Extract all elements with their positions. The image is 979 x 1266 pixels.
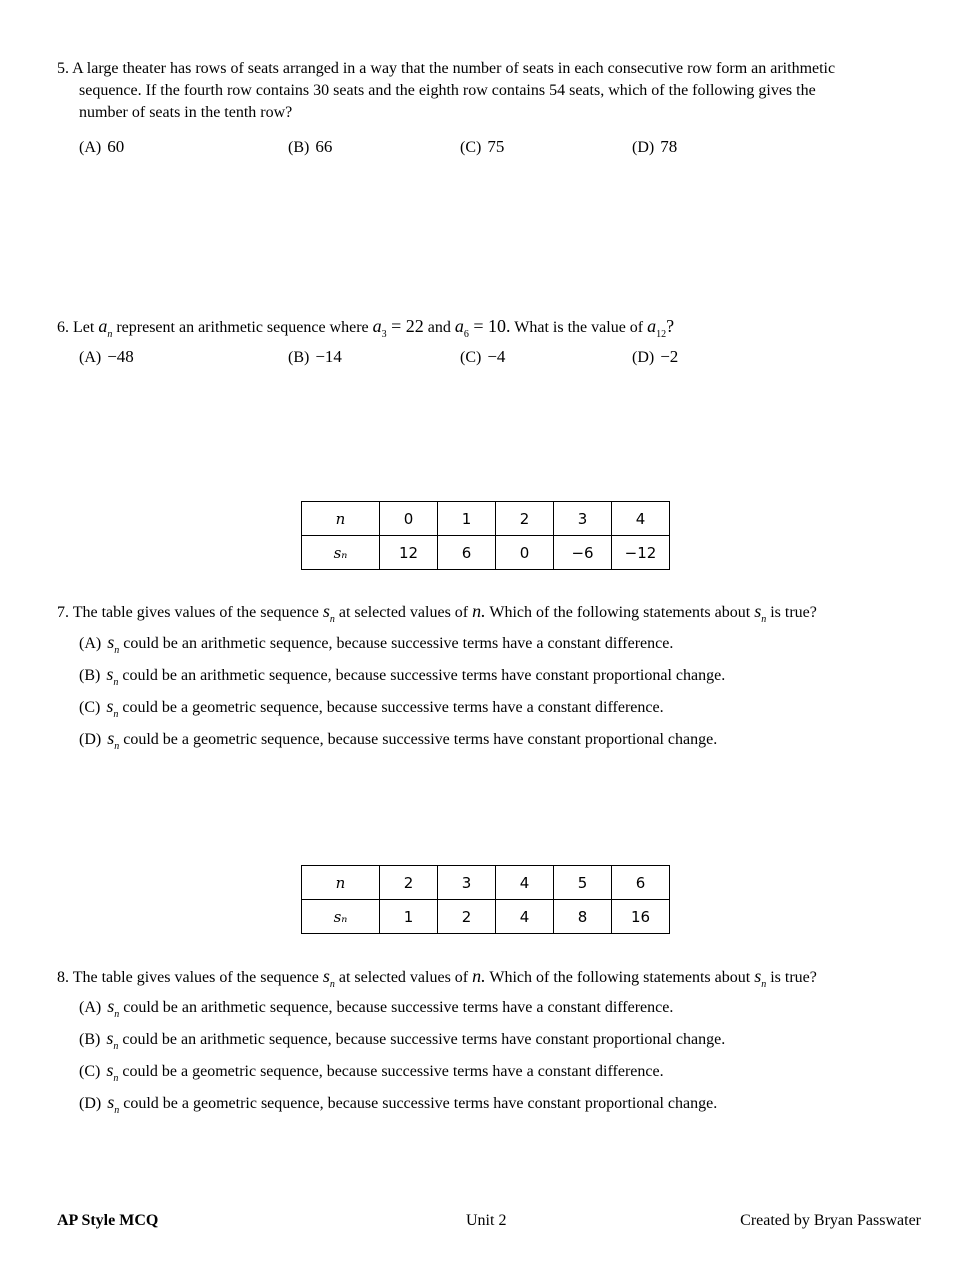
question-8-option-a[interactable]: (A) $s_n$ could be an arithmetic sequence, because successive terms have a constant difference. (79, 996, 674, 1020)
table-cell: 2 (438, 900, 496, 934)
table-cell: 1 (438, 502, 496, 536)
math-s-n: $s_n$ (754, 966, 767, 990)
question-7-option-d[interactable]: (D) $s_n$ could be a geometric sequence, because successive terms have constant proportional change. (79, 728, 718, 752)
table-cell: 2 (496, 502, 554, 536)
table-row (302, 866, 670, 900)
question-7-option-c[interactable]: (C) $s_n$ could be a geometric sequence, because successive terms have a constant difference. (79, 696, 664, 720)
math-a6-equation: $a_6 = 10$. (454, 316, 511, 340)
question-5-option-b[interactable]: (B) 66 (288, 137, 333, 156)
table-header-sn: sₙ (302, 900, 380, 934)
math-s-n: $s_n$ (106, 664, 119, 688)
question-8-option-b[interactable]: (B) $s_n$ could be an arithmetic sequence, because successive terms have constant proportional change. (79, 1028, 726, 1052)
table-header-n: n (302, 502, 380, 536)
question-5-line-2: sequence. If the fourth row contains 30 seats and the eighth row contains 54 seats, which of the following gives the (79, 82, 816, 99)
table-cell: 12 (380, 536, 438, 570)
question-6-option-d[interactable]: (D) −2 (632, 347, 679, 366)
question-5-stem (57, 58, 927, 124)
math-n: n. (472, 966, 486, 986)
math-s-n: $s_n$ (322, 601, 335, 625)
table-row (302, 536, 670, 570)
math-s-n: $s_n$ (106, 696, 119, 720)
question-5-line-1: 5. A large theater has rows of seats arranged in a way that the number of seats in each consecutive row form an arithmetic (57, 60, 836, 77)
table-row (302, 900, 670, 934)
table-cell: −12 (612, 536, 670, 570)
table-cell: 1 (380, 900, 438, 934)
table-header-n: n (302, 866, 380, 900)
table-cell: 3 (554, 502, 612, 536)
table-cell: 3 (438, 866, 496, 900)
math-s-n: $s_n$ (107, 632, 120, 656)
math-s-n: $s_n$ (107, 1092, 120, 1116)
question-5-option-c[interactable]: (C) 75 (460, 137, 505, 156)
table-cell: 0 (380, 502, 438, 536)
table-cell: 8 (554, 900, 612, 934)
table-cell: 5 (554, 866, 612, 900)
footer-center: Unit 2 (466, 1212, 507, 1229)
table-cell: 6 (612, 866, 670, 900)
question-5-option-a[interactable]: (A) 60 (79, 137, 125, 156)
question-6-option-b[interactable]: (B) −14 (288, 347, 342, 366)
table-header-sn: sₙ (302, 536, 380, 570)
table-cell: 2 (380, 866, 438, 900)
question-7-option-a[interactable]: (A) $s_n$ could be an arithmetic sequence, because successive terms have a constant difference. (79, 632, 674, 656)
math-s-n: $s_n$ (106, 1028, 119, 1052)
question-8-option-c[interactable]: (C) $s_n$ could be a geometric sequence, because successive terms have a constant difference. (79, 1060, 664, 1084)
question-8-option-d[interactable]: (D) $s_n$ could be a geometric sequence, because successive terms have constant proportional change. (79, 1092, 718, 1116)
footer-left: AP Style MCQ (57, 1212, 159, 1229)
question-7-stem: 7. The table gives values of the sequence $s_n$ at selected values of n. Which of the following statements about $s_n$ is true? (57, 601, 817, 625)
math-s-n: $s_n$ (322, 966, 335, 990)
math-s-n: $s_n$ (106, 1060, 119, 1084)
question-7-option-b[interactable]: (B) $s_n$ could be an arithmetic sequence, because successive terms have constant proportional change. (79, 664, 726, 688)
table-row (302, 502, 670, 536)
footer-right: Created by Bryan Passwater (740, 1212, 921, 1229)
question-6-stem: 6. Let $a_n$ represent an arithmetic sequence where $a_3 = 22$ and $a_6 = 10$. What is the value of $a_{12}$? (57, 316, 675, 340)
question-8-stem: 8. The table gives values of the sequence $s_n$ at selected values of n. Which of the following statements about $s_n$ is true? (57, 966, 817, 990)
math-a-n: $a_n$ (98, 316, 113, 340)
question-5-option-d[interactable]: (D) 78 (632, 137, 678, 156)
table-cell: 4 (496, 866, 554, 900)
table-cell: 4 (612, 502, 670, 536)
math-n: n. (472, 601, 486, 621)
math-s-n: $s_n$ (754, 601, 767, 625)
table-cell: −6 (554, 536, 612, 570)
question-6-option-a[interactable]: (A) −48 (79, 347, 134, 366)
math-s-n: $s_n$ (107, 728, 120, 752)
table-cell: 6 (438, 536, 496, 570)
question-7-table (301, 501, 670, 570)
table-cell: 16 (612, 900, 670, 934)
math-s-n: $s_n$ (107, 996, 120, 1020)
math-a3-equation: $a_3 = 22$ (372, 316, 424, 340)
question-6-option-c[interactable]: (C) −4 (460, 347, 506, 366)
math-a12: $a_{12}$ (647, 316, 667, 340)
question-8-table (301, 865, 670, 934)
question-5-line-3: number of seats in the tenth row? (79, 104, 293, 121)
table-cell: 0 (496, 536, 554, 570)
table-cell: 4 (496, 900, 554, 934)
